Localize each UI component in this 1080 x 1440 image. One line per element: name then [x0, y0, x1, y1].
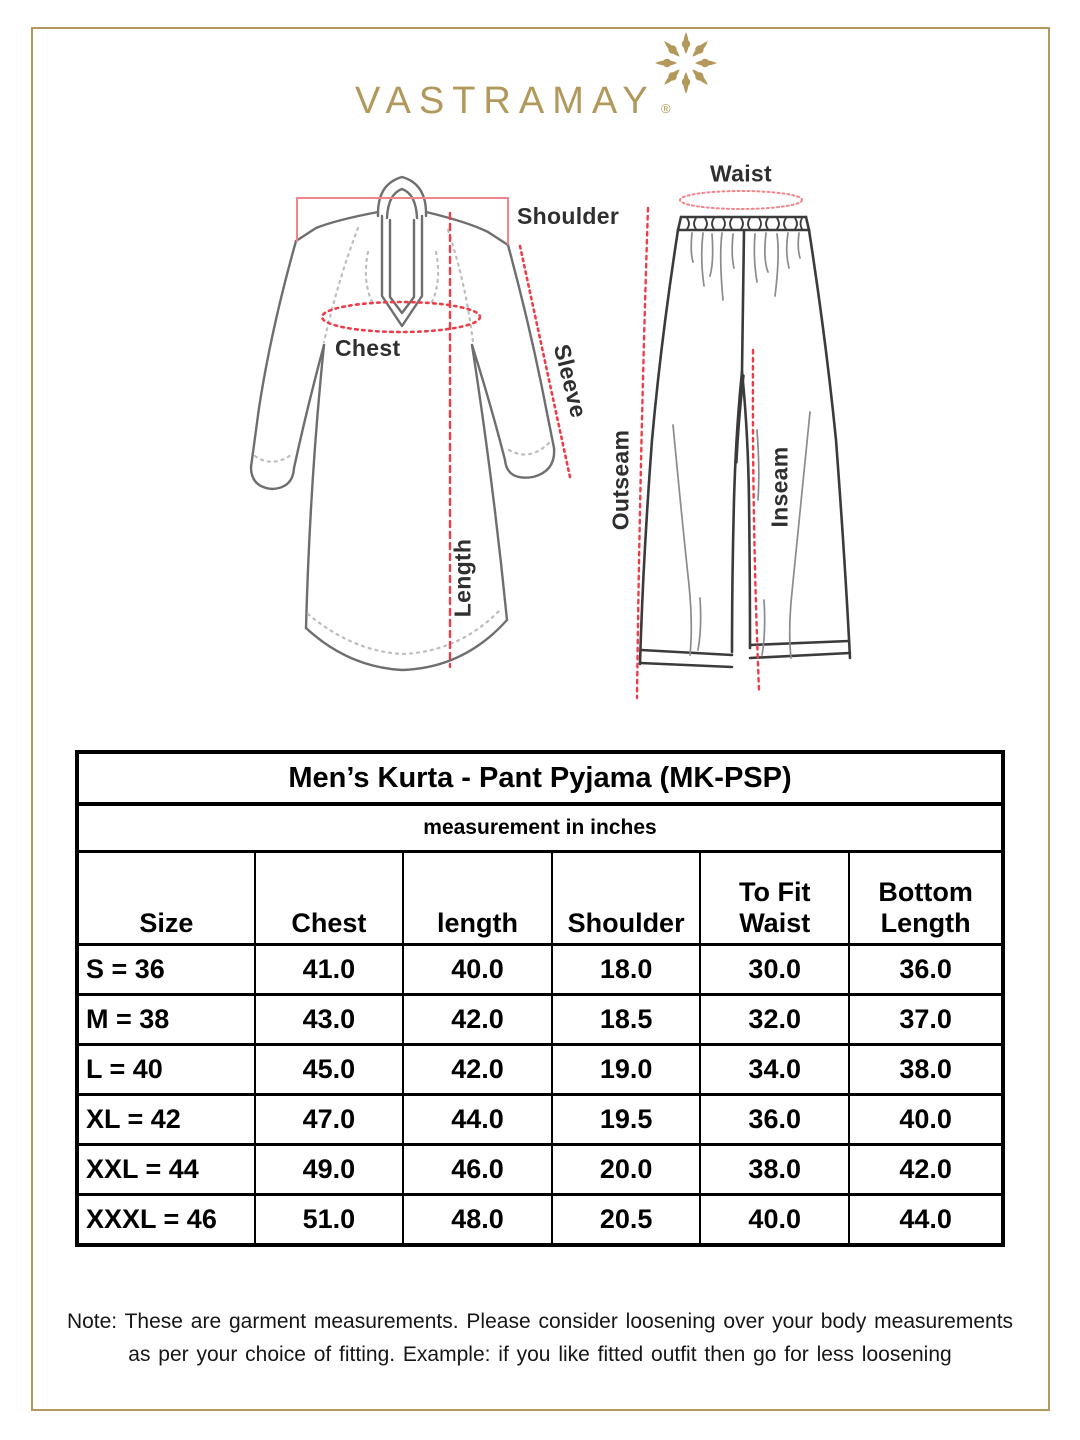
table-header-row — [77, 852, 1003, 945]
kurta-illustration — [251, 177, 570, 670]
value-cell: 36.0 — [849, 945, 1003, 995]
length-label: Length — [449, 538, 476, 618]
value-cell: 42.0 — [849, 1145, 1003, 1195]
value-cell: 44.0 — [403, 1095, 552, 1145]
brand-logo: VASTRAMAY — [355, 80, 656, 122]
garment-note — [60, 1305, 1020, 1371]
value-cell: 43.0 — [255, 995, 403, 1045]
waist-measure-ellipse — [680, 191, 802, 209]
value-cell: 18.0 — [552, 945, 700, 995]
value-cell: 19.5 — [552, 1095, 700, 1145]
size-cell: XXXL = 46 — [77, 1195, 255, 1246]
table-row — [77, 1045, 1003, 1095]
value-cell: 19.0 — [552, 1045, 700, 1095]
shoulder-measure-line — [297, 198, 508, 244]
value-cell: 41.0 — [255, 945, 403, 995]
pyjama-illustration — [637, 191, 850, 698]
size-cell: M = 38 — [77, 995, 255, 1045]
table-row — [77, 1095, 1003, 1145]
table-subtitle-row — [77, 804, 1003, 852]
value-cell: 34.0 — [700, 1045, 849, 1095]
column-header-bottom-length: Bottom Length — [849, 852, 1003, 945]
value-cell: 38.0 — [700, 1145, 849, 1195]
table-title: Men’s Kurta - Pant Pyjama (MK-PSP) — [77, 752, 1003, 804]
value-cell: 40.0 — [403, 945, 552, 995]
size-cell: L = 40 — [77, 1045, 255, 1095]
column-header-to-fit-waist: To Fit Waist — [700, 852, 849, 945]
note-line-1: Note: These are garment measurements. Please consider loosening over your body measurements — [66, 1310, 1014, 1333]
column-header-length: length — [403, 852, 552, 945]
shoulder-label: Shoulder — [517, 203, 620, 229]
chest-measure-ellipse — [322, 302, 480, 332]
value-cell: 18.5 — [552, 995, 700, 1045]
value-cell: 45.0 — [255, 1045, 403, 1095]
table-row — [77, 945, 1003, 995]
chest-label: Chest — [335, 335, 401, 361]
outseam-label: Outseam — [607, 429, 634, 531]
value-cell: 30.0 — [700, 945, 849, 995]
value-cell: 42.0 — [403, 995, 552, 1045]
value-cell: 42.0 — [403, 1045, 552, 1095]
table-row — [77, 1145, 1003, 1195]
value-cell: 32.0 — [700, 995, 849, 1045]
value-cell: 37.0 — [849, 995, 1003, 1045]
value-cell: 36.0 — [700, 1095, 849, 1145]
value-cell: 47.0 — [255, 1095, 403, 1145]
value-cell: 46.0 — [403, 1145, 552, 1195]
waist-label: Waist — [710, 160, 772, 187]
value-cell: 40.0 — [700, 1195, 849, 1246]
size-cell: XXL = 44 — [77, 1145, 255, 1195]
inseam-label: Inseam — [766, 446, 793, 528]
note-line-2: as per your choice of fitting. Example: if you like fitted outfit then go for less loosening — [128, 1343, 952, 1366]
size-chart-table — [75, 750, 1005, 1247]
inseam-measure-line — [753, 350, 759, 690]
table-subtitle: measurement in inches — [77, 804, 1003, 852]
size-cell: XL = 42 — [77, 1095, 255, 1145]
table-row — [77, 995, 1003, 1045]
column-header-size: Size — [77, 852, 255, 945]
value-cell: 48.0 — [403, 1195, 552, 1246]
value-cell: 20.5 — [552, 1195, 700, 1246]
value-cell: 40.0 — [849, 1095, 1003, 1145]
value-cell: 44.0 — [849, 1195, 1003, 1246]
value-cell: 20.0 — [552, 1145, 700, 1195]
value-cell: 51.0 — [255, 1195, 403, 1246]
sleeve-label: Sleeve — [548, 341, 593, 421]
vastramay-ornament-icon — [655, 32, 717, 94]
value-cell: 49.0 — [255, 1145, 403, 1195]
table-row — [77, 1195, 1003, 1246]
column-header-shoulder: Shoulder — [552, 852, 700, 945]
value-cell: 38.0 — [849, 1045, 1003, 1095]
registered-trademark-symbol: ® — [661, 101, 671, 116]
size-cell: S = 36 — [77, 945, 255, 995]
column-header-chest: Chest — [255, 852, 403, 945]
table-title-row — [77, 752, 1003, 804]
